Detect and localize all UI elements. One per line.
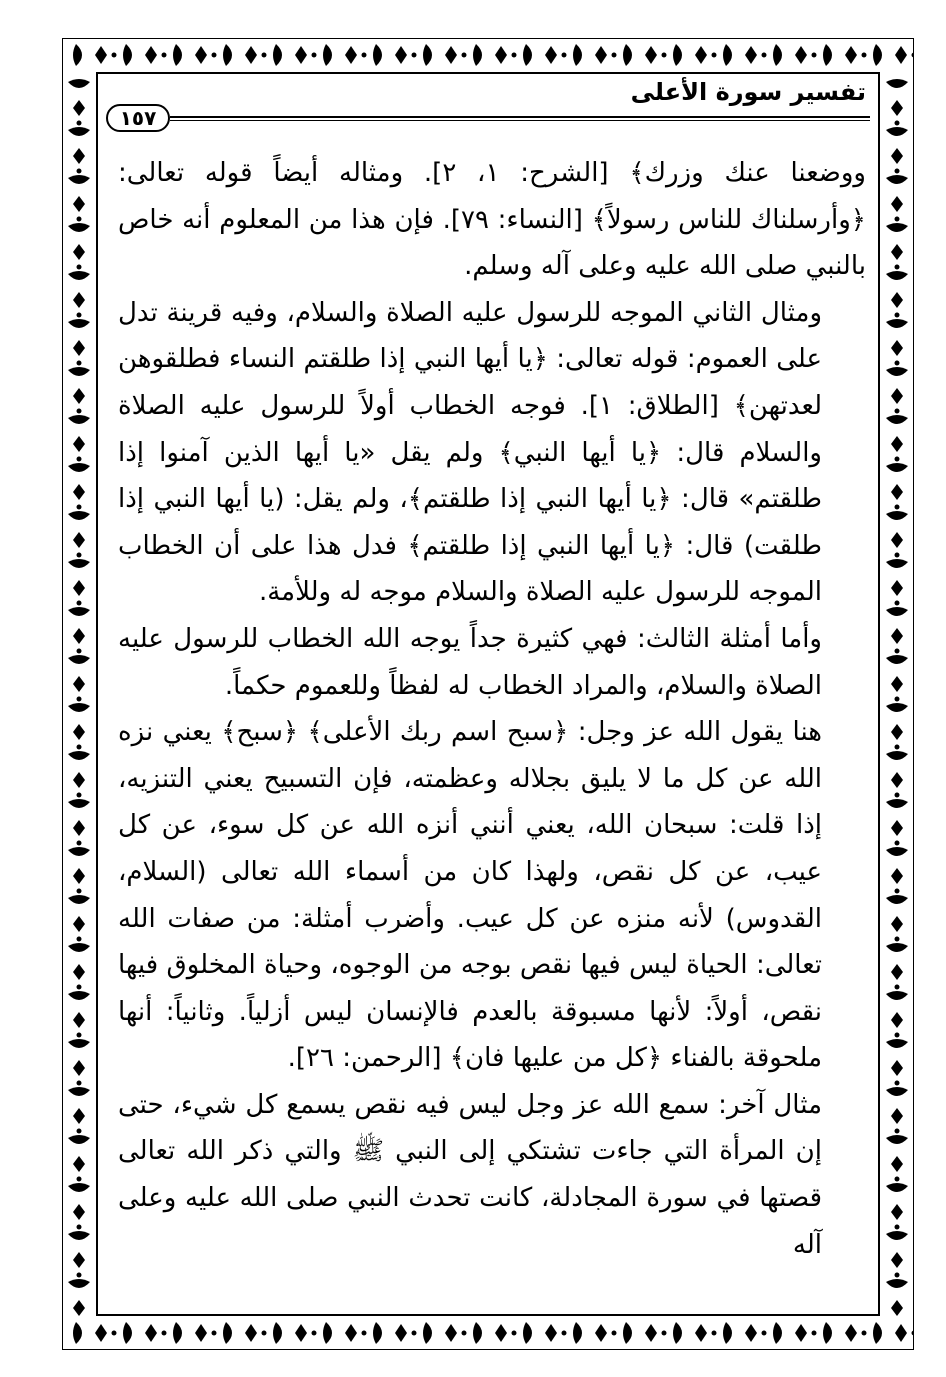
running-title: تفسير سورة الأعلى (630, 78, 866, 106)
body-text (118, 150, 866, 1268)
paragraph-4: هنا يقول الله عز وجل: ﴿سبح اسم ربك الأعلى﴾ ﴿سبح﴾ يعني نزه الله عن كل ما لا يليق بجلاله وعظمته، فإن التسبيح يعني التنزيه، إذا قلت: سبحان الله، يعني أنني أنزه الله عن كل سوء، عن كل عيب، عن كل نقص، ولهذا كان من أسماء الله تعالى (السلام، القدوس) لأنه منزه عن كل عيب. وأضرب أمثلة: من صفات الله تعالى: الحياة ليس فيها نقص بوجه من الوجوه، وحياة المخلوق فيها نقص، أولاً: لأنها مسبوقة بالعدم فالإنسان ليس أزلياً. وثانياً: أنها ملحوقة بالفناء ﴿كل من عليها فان﴾ [الرحمن: ٢٦]. (118, 717, 822, 1074)
page-header (100, 74, 876, 130)
paragraph-1: ووضعنا عنك وزرك﴾ [الشرح: ١، ٢]. ومثاله أيضاً قوله تعالى: ﴿وأرسلناك للناس رسولاً﴾ [النساء: ٧٩]. فإن هذا من المعلوم أنه خاص بالنبي صلى الله عليه وعلى آله وسلم. (118, 158, 866, 282)
header-rule (170, 116, 870, 118)
paragraph-2: ومثال الثاني الموجه للرسول عليه الصلاة والسلام، وفيه قرينة تدل على العموم: قوله تعالى: ﴿يا أيها النبي إذا طلقتم النساء فطلقوهن لعدتهن﴾ [الطلاق: ١]. فوجه الخطاب أولاً للرسول عليه الصلاة والسلام قال: ﴿يا أيها النبي﴾ ولم يقل «يا أيها الذين آمنوا إذا طلقتم» قال: ﴿يا أيها النبي إذا طلقتم﴾، ولم يقل: (يا أيها النبي إذا طلقت) قال: ﴿يا أيها النبي إذا طلقتم﴾ فدل هذا على أن الخطاب الموجه للرسول عليه الصلاة والسلام موجه له وللأمة. (118, 297, 822, 608)
page-number: ١٥٧ (106, 104, 170, 132)
paragraph-3: وأما أمثلة الثالث: فهي كثيرة جداً يوجه الله الخطاب للرسول عليه الصلاة والسلام، والمراد الخطاب له لفظاً وللعموم حكماً. (118, 623, 822, 701)
header-rule-thin (170, 120, 870, 121)
paragraph-5: مثال آخر: سمع الله عز وجل ليس فيه نقص يسمع كل شيء، حتى إن المرأة التي جاءت تشتكي إلى النبي ﷺ والتي ذكر الله تعالى قصتها في سورة المجادلة، كانت تحدث النبي صلى الله عليه وعلى آله (118, 1089, 822, 1260)
